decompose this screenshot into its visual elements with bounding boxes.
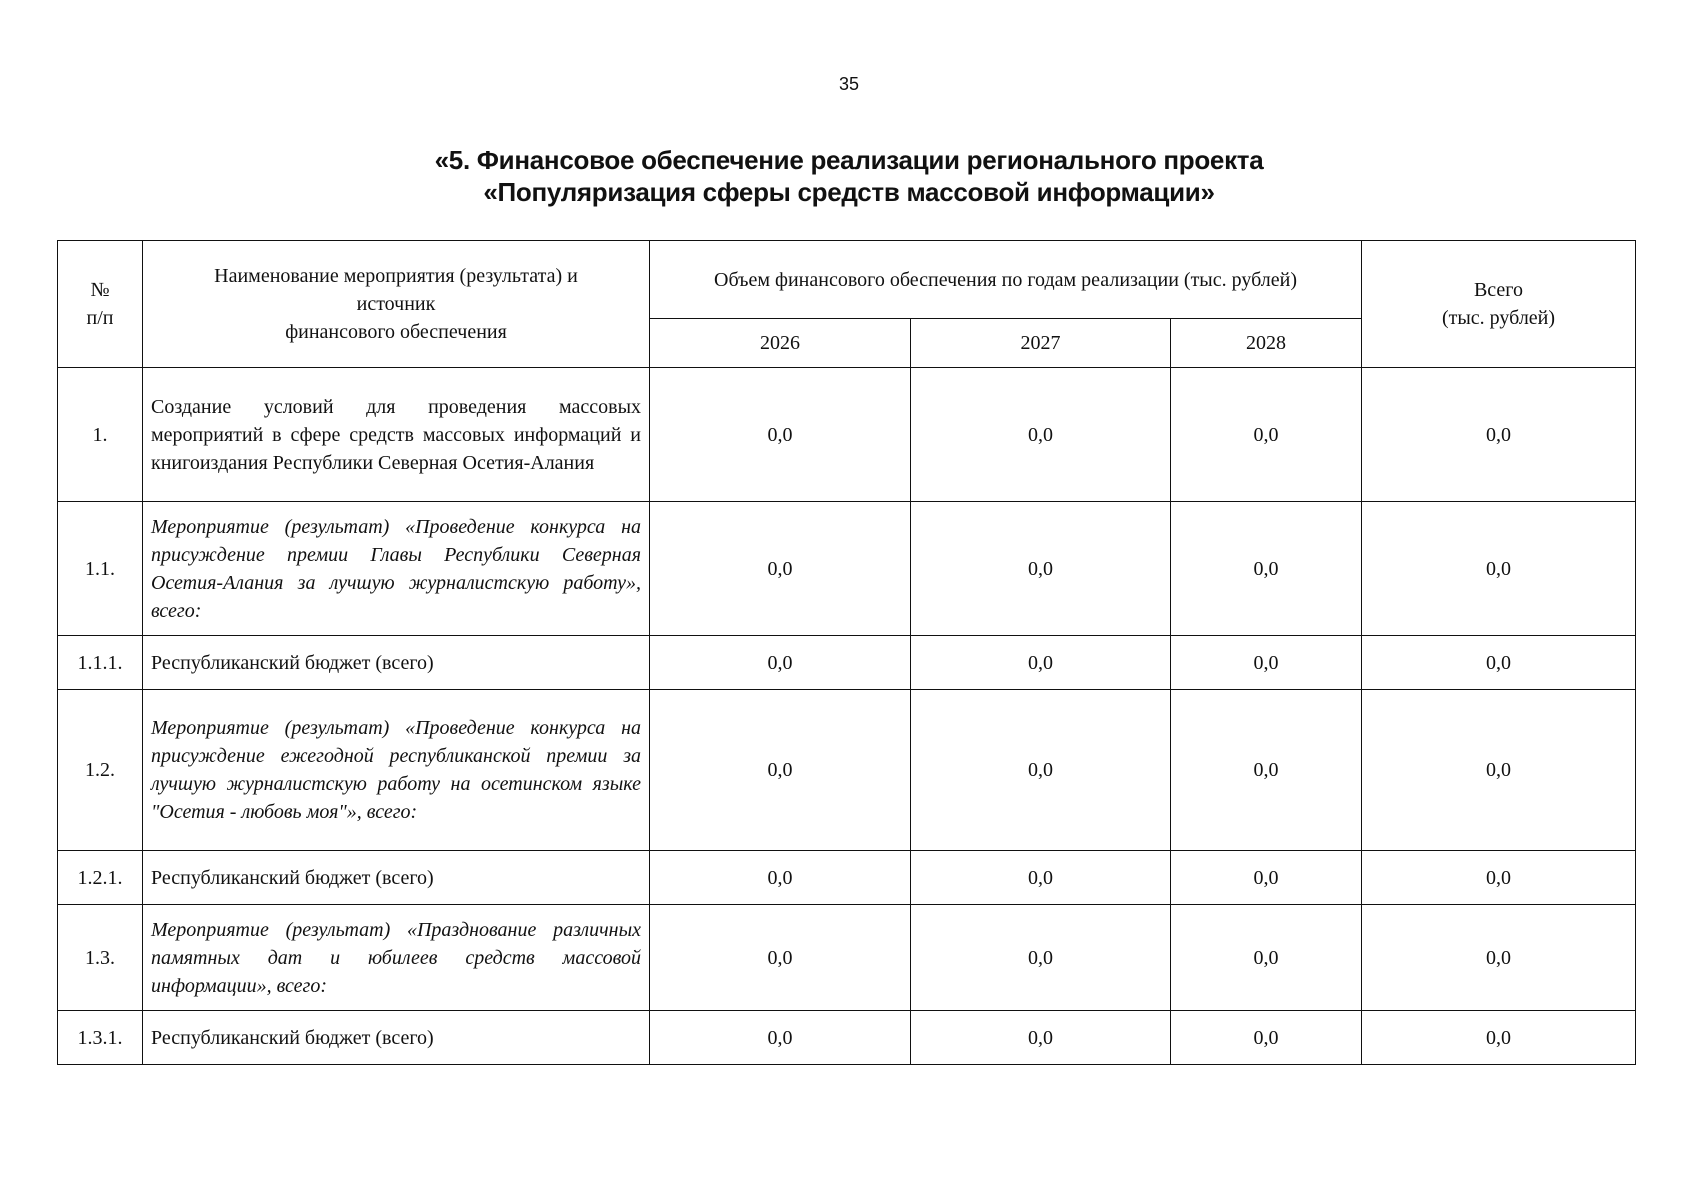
row-name: Мероприятие (результат) «Празднование различных памятных дат и юбилеев средств массовой информации», всего: [143, 905, 650, 1011]
row-name: Республиканский бюджет (всего) [143, 636, 650, 690]
header-year-2026: 2026 [650, 319, 911, 368]
row-total: 0,0 [1362, 690, 1636, 851]
section-title-line-1: «5. Финансовое обеспечение реализации регионального проекта [434, 145, 1264, 175]
row-value-2028: 0,0 [1171, 1011, 1362, 1065]
row-value-2027: 0,0 [911, 1011, 1171, 1065]
section-title-line-2: «Популяризация сферы средств массовой информации» [483, 177, 1215, 207]
row-value-2028: 0,0 [1171, 636, 1362, 690]
row-value-2026: 0,0 [650, 502, 911, 636]
row-value-2027: 0,0 [911, 905, 1171, 1011]
row-total: 0,0 [1362, 502, 1636, 636]
row-number: 1.3.1. [58, 1011, 143, 1065]
header-name-line-2: источник [356, 293, 436, 315]
row-number: 1.1. [58, 502, 143, 636]
financing-table [57, 240, 1636, 1065]
table-row [58, 905, 1636, 1011]
row-total: 0,0 [1362, 1011, 1636, 1065]
table-row [58, 368, 1636, 502]
row-value-2027: 0,0 [911, 851, 1171, 905]
page-number: 35 [838, 74, 860, 94]
row-value-2026: 0,0 [650, 905, 911, 1011]
row-number: 1.2.1. [58, 851, 143, 905]
row-value-2026: 0,0 [650, 636, 911, 690]
row-number: 1.3. [58, 905, 143, 1011]
section-title [0, 144, 1698, 208]
table-row [58, 502, 1636, 636]
row-total: 0,0 [1362, 905, 1636, 1011]
header-total-line-1: Всего [1473, 279, 1524, 301]
header-year-2028: 2028 [1171, 319, 1362, 368]
header-name [143, 241, 650, 368]
row-value-2027: 0,0 [911, 502, 1171, 636]
header-total [1362, 241, 1636, 368]
row-value-2028: 0,0 [1171, 690, 1362, 851]
header-number-line-1: № [90, 279, 110, 301]
header-volume: Объем финансового обеспечения по годам реализации (тыс. рублей) [650, 241, 1362, 319]
row-name: Мероприятие (результат) «Проведение конкурса на присуждение ежегодной республиканской премии за лучшую журналистскую работу на осетинском языке "Осетия - любовь моя"», всего: [143, 690, 650, 851]
row-value-2027: 0,0 [911, 690, 1171, 851]
row-value-2028: 0,0 [1171, 905, 1362, 1011]
header-year-2027: 2027 [911, 319, 1171, 368]
row-number: 1. [58, 368, 143, 502]
row-total: 0,0 [1362, 368, 1636, 502]
row-name: Республиканский бюджет (всего) [143, 851, 650, 905]
row-value-2026: 0,0 [650, 1011, 911, 1065]
row-value-2028: 0,0 [1171, 502, 1362, 636]
row-name: Мероприятие (результат) «Проведение конкурса на присуждение премии Главы Республики Северная Осетия-Алания за лучшую журналистскую работу», всего: [143, 502, 650, 636]
row-value-2028: 0,0 [1171, 368, 1362, 502]
row-value-2026: 0,0 [650, 368, 911, 502]
table-row [58, 636, 1636, 690]
table-row [58, 690, 1636, 851]
header-total-line-2: (тыс. рублей) [1441, 307, 1556, 329]
row-total: 0,0 [1362, 851, 1636, 905]
header-number [58, 241, 143, 368]
header-name-line-3: финансового обеспечения [285, 321, 507, 343]
row-value-2028: 0,0 [1171, 851, 1362, 905]
header-name-line-1: Наименование мероприятия (результата) и [214, 265, 578, 287]
row-number: 1.2. [58, 690, 143, 851]
table-row [58, 851, 1636, 905]
header-number-line-2: п/п [86, 307, 114, 329]
row-value-2026: 0,0 [650, 690, 911, 851]
row-name: Республиканский бюджет (всего) [143, 1011, 650, 1065]
table-row [58, 1011, 1636, 1065]
row-value-2026: 0,0 [650, 851, 911, 905]
row-number: 1.1.1. [58, 636, 143, 690]
row-name: Создание условий для проведения массовых мероприятий в сфере средств массовых информаций и книгоиздания Республики Северная Осетия-Алания [143, 368, 650, 502]
row-total: 0,0 [1362, 636, 1636, 690]
row-value-2027: 0,0 [911, 368, 1171, 502]
row-value-2027: 0,0 [911, 636, 1171, 690]
